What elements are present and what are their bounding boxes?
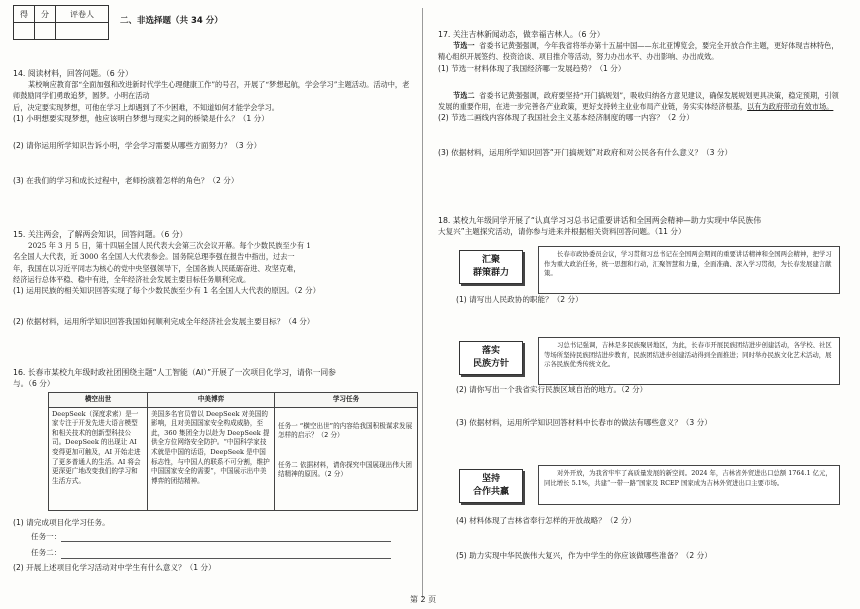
task2-label: 任务二： <box>31 548 62 558</box>
theme-box-1 <box>459 250 523 284</box>
q16-task2: 任务二 依据材料，请你探究中国展现出伟大团结精神的原因。（2 分） <box>278 460 412 479</box>
section-title: 二、非选择题（共 34 分） <box>120 16 223 26</box>
q18-intro: 18. 某校九年级同学开展了“认真学习习总书记重要讲话和全国两会精神—助力实现中华民族伟 <box>438 216 761 225</box>
q16-sub1: (1) 请完成项目化学习任务。 <box>13 518 110 527</box>
q16-intro: 16. 长春市某校九年级时政社团围绕主题“人工智能（AI）”开展了一次项目化学习，请你一同参 <box>13 368 336 377</box>
q16-table-header: 中美博弈 <box>148 393 275 408</box>
q14-material: 某校响应教育部“全面加强和改进新时代学生心理健康工作”的号召，开展了“梦想起航，学会学习”主题活动。活动中，老师鼓励同学们勇敢追梦，圆梦。小明在活动 <box>13 80 410 101</box>
task2-answer-line[interactable] <box>61 558 391 559</box>
q18-material-2: 习总书记强调，吉林是多民族聚居地区，为此，长春市开展民族团结进步创建活动，各学校、社区等场所坚持民族团结进步教育，民族团结进步创建活动得到全面推进；同时举办民族文化艺术活动，展示各民族优秀传统文化。 <box>538 337 840 385</box>
q15-material: 2025 年 3 月 5 日，第十四届全国人民代表大会第三次会议开幕。每个少数民族至少有 1 <box>28 241 311 251</box>
q18-sub1: (1) 请写出人民政协的职能？（2 分） <box>456 295 583 304</box>
q17-excerpt1-label: 节选一 <box>453 41 475 51</box>
theme1-line2: 群策群力 <box>472 268 509 278</box>
q18-sub1-wrap <box>456 294 836 305</box>
q18-sub4-5-wrap <box>456 515 836 561</box>
question-14 <box>13 68 415 186</box>
theme2-line2: 民族方针 <box>472 359 509 369</box>
q18-material-1: 长春市政协委员会议，学习贯彻习总书记在全国两会期间的重要讲话精神和全国两会精神，把学习作为重大政治任务，统一思想和行动，汇聚智慧和力量，全面准确、深入学习贯彻，为长春发展建言献策。 <box>538 246 840 294</box>
column-divider <box>422 8 423 598</box>
q17-excerpt2-label: 节选二 <box>453 90 475 100</box>
q17-sub3: (3) 依据材料，运用所学知识回答“开门搞规划”对政府和对公民各有什么意义？（3 分） <box>438 148 733 158</box>
question-17 <box>438 29 842 159</box>
theme2-line1: 落实 <box>481 346 500 356</box>
score-label-de: 得 <box>14 6 35 23</box>
score-box <box>13 5 109 40</box>
task1-answer-line[interactable] <box>61 541 391 542</box>
q17-excerpt2 <box>438 90 842 112</box>
theme3-line1: 坚持 <box>481 474 500 484</box>
score-cell[interactable] <box>14 23 35 40</box>
q17-excerpt2-text: 省委书记黄强强调，政府要坚持“开门搞规划”，吸收归纳各方意见建议，确保发展规划更具决策，稳定预期，引领发展的重要作用，在进一步完善各产业政策，更好支持转主业业布局产业链， <box>438 90 839 112</box>
q18-sub3: (3) 依据材料，运用所学知识回答材料中长春市的做法有哪些意义？（3 分） <box>456 418 712 428</box>
q17-sub1: (1) 节选一材料体现了我国经济哪一发展趋势？（1 分） <box>438 63 626 73</box>
q16-task1: 任务一 “横空出世”的内容给我国积极谋求发展怎样的启示？（2 分） <box>278 421 413 440</box>
q18-sub2-3-wrap <box>456 384 836 428</box>
q17-excerpt2-text-b: 务实实体经济根基， <box>682 102 748 112</box>
question-18 <box>438 215 842 237</box>
q14-sub3: (3) 在我们的学习和成长过程中，老师扮演着怎样的角色？（2 分） <box>13 176 239 186</box>
q15-material-2: 名全国人大代表，近 3000 名全国人大代表参会。国务院总理李强在报告中指出，过去一 <box>13 252 295 262</box>
q14-sub1: (1) 小明想要实现梦想，他应该明白梦想与现实之间的桥梁是什么？（1 分） <box>13 113 269 123</box>
q16-table-cell: DeepSeek（深度求索）是一家专注于开发先进大语言模型和相关技术的创新型科技公司。DeepSeek 的出现让 AI 变得更加可触及，AI 开始走进了更多普通人的生活。AI 将会更深更广地改变我们的学习和生活方式。 <box>49 407 148 510</box>
theme1-line1: 汇聚 <box>481 255 500 265</box>
q14-material-cont: 后，决定要实现梦想，可他在学习上却遇到了不少困难，不知道如何才能学会学习。 <box>13 102 279 112</box>
q17-underlined-text: 以有为政府带动有效市场。 <box>747 102 834 112</box>
theme-box-2 <box>459 341 523 375</box>
grader-cell[interactable] <box>56 23 109 40</box>
q16-table <box>48 392 418 511</box>
q14-sub2: (2) 请你运用所学知识告诉小明，学会学习需要从哪些方面努力？（3 分） <box>13 141 262 151</box>
theme-box-3 <box>459 469 523 503</box>
q18-material-3: 对外开放，为我省牢牢了高质量发展的新空间。2024 年，吉林省外贸进出口总额 1764.1 亿元，同比增长 5.1%，共建“一带一路”国家及 RCEP 国家成为吉林外贸进出口主要市场。 <box>538 465 840 505</box>
q17-title: 17. 关注吉林新闻动态，做幸福吉林人。（6 分） <box>438 30 605 39</box>
q17-excerpt1 <box>438 40 842 62</box>
q18-sub4: (4) 材料体现了吉林省奉行怎样的开放战略？（2 分） <box>456 516 636 525</box>
q16-table-cell: 美国多名官员曾以 DeepSeek 对美国的影响，且对美国国家安全构成威胁，至此，360 集团全力以赴为 DeepSeek 提供全方位网络安全防护。“中国科学家技术就是中国的话语，DeepSeek 是中国标志性，与中国人的联系不可分割，维护中国国家安全的需要”，中国展示出中美博弈的团结精神。 <box>148 407 275 510</box>
score-label-fen: 分 <box>35 6 56 23</box>
q18-sub5: (5) 助力实现中华民族伟大复兴，作为中学生的你应该做哪些准备？（2 分） <box>456 551 712 561</box>
q18-sub2: (2) 请你写出一个我省实行民族区域自治的地方。（2 分） <box>456 385 648 394</box>
q15-sub2: (2) 依据材料，运用所学知识回答我国如何顺利完成全年经济社会发展主要目标？（4 分） <box>13 317 315 327</box>
task2-answer-row <box>13 547 417 558</box>
q15-material-3: 年，我国在以习近平同志为核心的党中央坚强领导下，全国各族人民砥砺奋进、攻坚克难， <box>13 263 301 273</box>
q17-sub2: (2) 节选二画线内容体现了我国社会主义基本经济制度的哪一内容？（2 分） <box>438 113 694 123</box>
q16-sub2: (2) 开展上述项目化学习活动对中学生有什么意义？（1 分） <box>13 562 216 572</box>
q16-table-header: 学习任务 <box>275 393 418 408</box>
question-15 <box>13 229 415 327</box>
task1-answer-row <box>13 531 417 542</box>
q18-intro-cont: 大复兴”主题探究活动，请你参与进来并根据相关资料回答问题。（11 分） <box>438 227 686 237</box>
task1-label: 任务一： <box>31 532 62 542</box>
grader-label: 评卷人 <box>56 6 109 23</box>
question-16 <box>13 367 417 389</box>
q15-material-4: 经济运行总体平稳、稳中有进，全年经济社会发展主要目标任务顺利完成。 <box>13 274 251 284</box>
score-cell[interactable] <box>35 23 56 40</box>
q15-title: 15. 关注两会，了解两会知识，回答问题。（6 分） <box>13 230 188 239</box>
q15-sub1: (1) 运用民族的相关知识回答实现了每个少数民族至少有 1 名全国人大代表的原因。（2 分） <box>13 286 321 296</box>
q14-title: 14. 阅读材料，回答问题。（6 分） <box>13 69 133 78</box>
q16-subquestions <box>13 517 417 573</box>
q16-intro-cont: 与。（6 分） <box>13 379 55 389</box>
q16-table-header: 横空出世 <box>49 393 148 408</box>
page-number: 第 2 页 <box>410 595 437 604</box>
theme3-line2: 合作共赢 <box>472 487 509 497</box>
q17-excerpt1-text: 省委书记黄强强调，今年我省将举办第十五届中国——东北亚博览会，要完全开放合作主题，更好体现吉林特色，精心组织开展签约、投资洽谈、项目推介等活动，努力办出水平、办出影响、办出成效。 <box>438 41 839 62</box>
q16-task-cell <box>275 407 418 510</box>
